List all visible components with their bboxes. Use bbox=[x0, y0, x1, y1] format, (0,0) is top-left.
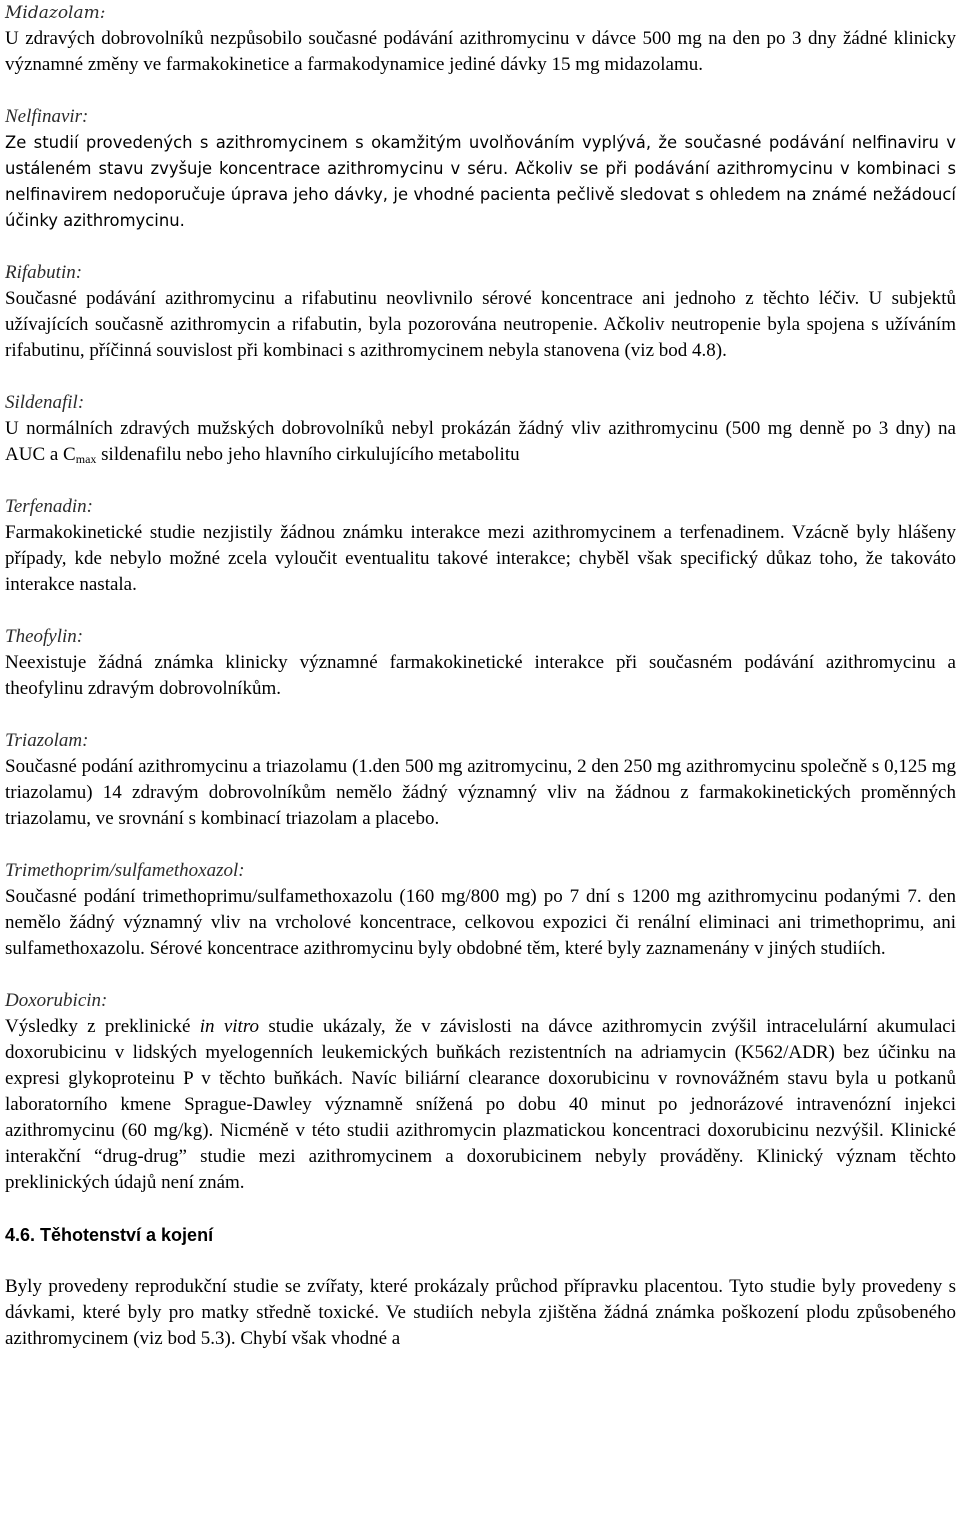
section-text-4-6: Byly provedeny reprodukční studie se zvířaty, které prokázaly průchod přípravku placentou. Tyto studie byly provedeny s dávkami, které byly pro matky středně toxické. Ve studiích nebyla zjištěna žádná známka poškození plodu způsobeného azithromycinem (viz bod 5.3). Chybí však vhodné a bbox=[5, 1276, 956, 1349]
section-theofylin bbox=[5, 624, 956, 702]
section-text-theofylin: Neexistuje žádná známka klinicky významné farmakokinetické interakce při současném podávání azithromycinu a theofylinu zdravým dobrovolníkům. bbox=[5, 652, 956, 699]
section-label-triazolam: Triazolam: bbox=[5, 730, 89, 751]
section-triazolam bbox=[5, 728, 956, 832]
section-text-rifabutin: Současné podávání azithromycinu a rifabutinu neovlivnilo sérové koncentrace ani jednoho z těchto léčiv. U subjektů užívajících současně azithromycin a rifabutin, byla pozorována neutropenie. Ačkoliv neutropenie byla spojena s užíváním rifabutinu, příčinná souvislost při kombinaci s azithromycinem nebyla stanovena (viz bod 4.8). bbox=[5, 288, 956, 361]
section-terfenadin bbox=[5, 494, 956, 598]
doxorubicin-text-before: Výsledky z preklinické bbox=[5, 1016, 200, 1037]
section-text-triazolam: Současné podání azithromycinu a triazolamu (1.den 500 mg azitromycinu, 2 den 250 mg azithromycinu společně s 0,125 mg triazolamu) 14 zdravým dobrovolníkům nemělo žádný významný vliv na žádnou z farmakokinetických proměnných triazolamu, ve srovnání s kombinací triazolam a placebo. bbox=[5, 756, 956, 829]
section-text-nelfinavir: Ze studií provedených s azithromycinem s okamžitým uvolňováním vyplývá, že současné podávání nelfinaviru v ustáleném stavu zvyšuje koncentrace azithromycinu v séru. Ačkoliv se při podávání azithromycinu v kombinaci s nelfinavirem nedoporučuje úprava jeho dávky, je vhodné pacienta pečlivě sledovat s ohledem na známé nežádoucí účinky azithromycinu. bbox=[5, 133, 956, 230]
sildenafil-subscript: max bbox=[75, 452, 97, 466]
section-label-theofylin: Theofylin: bbox=[5, 626, 84, 647]
section-label-sildenafil: Sildenafil: bbox=[5, 392, 85, 413]
section-label-rifabutin: Rifabutin: bbox=[5, 262, 83, 283]
section-text-doxorubicin bbox=[5, 1014, 956, 1196]
section-label-trimethoprim: Trimethoprim/sulfamethoxazol: bbox=[5, 860, 245, 881]
section-label-midazolam: Midazolam: bbox=[5, 3, 106, 23]
doxorubicin-italic: in vitro bbox=[199, 1016, 260, 1037]
sildenafil-text-before: U normálních zdravých mužských dobrovolníků nebyl prokázán žádný vliv azithromycinu (500 mg denně po 3 dny) na AUC a C bbox=[5, 418, 956, 465]
section-text-trimethoprim: Současné podání trimethoprimu/sulfamethoxazolu (160 mg/800 mg) po 7 dní s 1200 mg azithromycinu podanými 7. den nemělo žádný významný vliv na vrcholové koncentrace, celkovou expozici či renální eliminaci ani trimethoprimu, ani sulfamethoxazolu. Sérové koncentrace azithromycinu byly obdobné těm, které byly zaznamenány v jiných studiích. bbox=[5, 886, 956, 959]
section-sildenafil bbox=[5, 390, 956, 468]
section-text-sildenafil bbox=[5, 416, 956, 468]
section-label-nelfinavir: Nelfinavir: bbox=[5, 106, 89, 127]
section-label-doxorubicin: Doxorubicin: bbox=[5, 990, 108, 1011]
section-4-6 bbox=[5, 1222, 956, 1352]
section-midazolam bbox=[5, 0, 956, 78]
section-text-midazolam: U zdravých dobrovolníků nezpůsobilo současné podávání azithromycinu v dávce 500 mg na den po 3 dny žádné klinicky významné změny ve farmakokinetice a farmakodynamice jediné dávky 15 mg midazolamu. bbox=[5, 28, 956, 75]
section-text-terfenadin: Farmakokinetické studie nezjistily žádnou známku interakce mezi azithromycinem a terfenadinem. Vzácně byly hlášeny případy, kde nebylo možné zcela vyloučit eventualitu takové interakce; chyběl však specifický důkaz toho, že takováto interakce nastala. bbox=[5, 522, 956, 595]
section-trimethoprim bbox=[5, 858, 956, 962]
section-rifabutin bbox=[5, 260, 956, 364]
sildenafil-text-after: sildenafilu nebo jeho hlavního cirkulujícího metabolitu bbox=[96, 444, 520, 465]
section-nelfinavir bbox=[5, 104, 956, 234]
section-heading-4-6: 4.6. Těhotenství a kojení bbox=[5, 1225, 214, 1245]
section-doxorubicin bbox=[5, 988, 956, 1196]
doxorubicin-text-after: studie ukázaly, že v závislosti na dávce azithromycin zvýšil intracelulární akumulaci doxorubicinu v lidských myelogenních leukemických buňkách rezistentních na adriamycin (K562/ADR) bez účinku na expresi glykoproteinu P v těchto buňkách. Navíc biliární clearance doxorubicinu v rovnovážném stavu byla u potkanů laboratorního kmene Sprague-Dawley významně snížená po dobu 40 minut po jednorázové intravenózní injekci azithromycinu (60 mg/kg). Nicméně v této studii azithromycin plazmatickou koncentraci doxorubicinu nezvýšil. Klinické interakční “drug-drug” studie mezi azithromycinem a doxorubicinem nebyly prováděny. Klinický význam těchto preklinických údajů není znám. bbox=[5, 1016, 957, 1193]
section-label-terfenadin: Terfenadin: bbox=[5, 496, 93, 517]
